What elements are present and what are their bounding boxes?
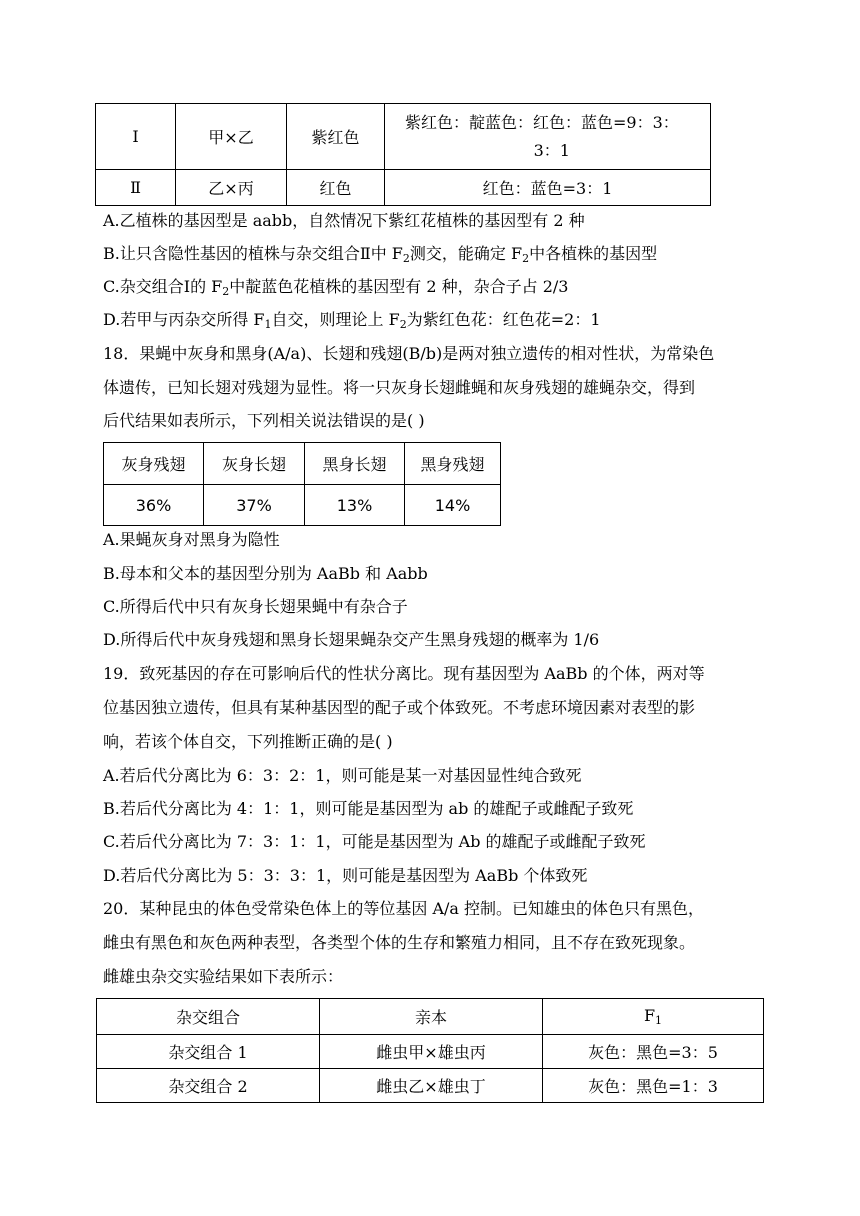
question-19-stem: 位基因独立遗传，但具有某种基因型的配子或个体致死。不考虑环境因素对表型的影 (103, 698, 696, 717)
table-cell: 甲×乙 (176, 104, 287, 170)
table-row (96, 104, 711, 170)
cell-line: 3：1 (533, 140, 570, 160)
text-span: D.若甲与丙杂交所得 F (103, 310, 265, 329)
text-span: 中各植株的基因型 (529, 244, 658, 263)
table-header: 亲本 (320, 999, 543, 1035)
table-cell: 13% (305, 485, 405, 526)
insect-cross-table (96, 998, 764, 1103)
table-row (104, 443, 501, 485)
table-cell: 乙×丙 (176, 170, 287, 206)
table-header: 黑身长翅 (305, 443, 405, 485)
table-cell: Ⅱ (96, 170, 176, 206)
fly-offspring-table (103, 442, 501, 526)
option-c: C.若后代分离比为 7：3：1：1，可能是基因型为 Ab 的雄配子或雌配子致死 (103, 832, 646, 851)
text-span: F (643, 1006, 656, 1025)
table-row (104, 485, 501, 526)
question-20-stem: 20．某种昆虫的体色受常染色体上的等位基因 A/a 控制。已知雄虫的体色只有黑色， (103, 899, 705, 918)
table-row (97, 1069, 764, 1103)
table-cell: 36% (104, 485, 204, 526)
table-row (97, 999, 764, 1035)
subscript: 2 (402, 252, 410, 265)
option-c (103, 277, 568, 302)
subscript: 1 (655, 1014, 663, 1027)
question-18-stem: 后代结果如表所示，下列相关说法错误的是( ) (103, 411, 425, 430)
text-span: 中靛蓝色花植株的基因型有 2 种，杂合子占 2/3 (229, 277, 569, 296)
text-span: C.杂交组合Ⅰ的 F (103, 277, 223, 296)
table-row (96, 170, 711, 206)
cross-results-table (95, 103, 711, 206)
table-cell: 杂交组合 1 (97, 1035, 320, 1069)
option-b (103, 244, 657, 269)
table-header: 灰身长翅 (204, 443, 305, 485)
table-cell: 红色：蓝色=3：1 (385, 170, 711, 206)
text-span: 测交，能确定 F (409, 244, 523, 263)
table-row (97, 1035, 764, 1069)
table-cell: 雌虫乙×雄虫丁 (320, 1069, 543, 1103)
question-19-stem: 响，若该个体自交，下列推断正确的是( ) (103, 732, 393, 751)
question-18-stem: 18．果蝇中灰身和黑身(A/a)、长翅和残翅(B/b)是两对独立遗传的相对性状，为常染色 (103, 344, 715, 363)
table-header: 黑身残翅 (405, 443, 501, 485)
option-a: A.乙植株的基因型是 aabb，自然情况下紫红花植株的基因型有 2 种 (103, 211, 585, 230)
subscript: 2 (522, 252, 530, 265)
option-c: C.所得后代中只有灰身长翅果蝇中有杂合子 (103, 597, 408, 616)
option-a: A.若后代分离比为 6：3：2：1，则可能是某一对基因显性纯合致死 (103, 766, 582, 785)
text-span: B.让只含隐性基因的植株与杂交组合Ⅱ中 F (103, 244, 403, 263)
subscript: 1 (264, 318, 272, 331)
option-b: B.母本和父本的基因型分别为 AaBb 和 Aabb (103, 564, 428, 583)
table-cell: 14% (405, 485, 501, 526)
question-18-stem: 体遗传，已知长翅对残翅为显性。将一只灰身长翅雌蝇和灰身残翅的雄蝇杂交，得到 (103, 378, 696, 397)
table-cell: 灰色：黑色=1：3 (543, 1069, 764, 1103)
option-a: A.果蝇灰身对黑身为隐性 (103, 530, 280, 549)
table-header: 杂交组合 (97, 999, 320, 1035)
cell-line: 紫红色：靛蓝色：红色：蓝色=9：3： (405, 112, 679, 132)
table-cell: Ⅰ (96, 104, 176, 170)
option-b: B.若后代分离比为 4：1：1，则可能是基因型为 ab 的雄配子或雌配子致死 (103, 799, 634, 818)
table-cell (385, 104, 711, 170)
table-cell: 灰色：黑色=3：5 (543, 1035, 764, 1069)
subscript: 2 (222, 285, 230, 298)
question-19-stem: 19．致死基因的存在可影响后代的性状分离比。现有基因型为 AaBb 的个体，两对等 (103, 664, 705, 683)
table-cell: 红色 (287, 170, 385, 206)
text-span: 为紫红色花：红色花=2：1 (406, 310, 601, 329)
option-d: D.若后代分离比为 5：3：3：1，则可能是基因型为 AaBb 个体致死 (103, 866, 588, 885)
table-cell: 雌虫甲×雄虫丙 (320, 1035, 543, 1069)
question-20-stem: 雌虫有黑色和灰色两种表型，各类型个体的生存和繁殖力相同，且不存在致死现象。 (103, 933, 696, 952)
option-d (103, 310, 601, 335)
question-20-stem: 雌雄虫杂交实验结果如下表所示： (103, 967, 344, 986)
text-span: 自交，则理论上 F (271, 310, 400, 329)
table-cell: 紫红色 (287, 104, 385, 170)
table-cell: 杂交组合 2 (97, 1069, 320, 1103)
option-d: D.所得后代中灰身残翅和黑身长翅果蝇杂交产生黑身残翅的概率为 1/6 (103, 630, 600, 649)
table-cell: 37% (204, 485, 305, 526)
table-header: 灰身残翅 (104, 443, 204, 485)
subscript: 2 (399, 318, 407, 331)
table-header (543, 999, 764, 1035)
